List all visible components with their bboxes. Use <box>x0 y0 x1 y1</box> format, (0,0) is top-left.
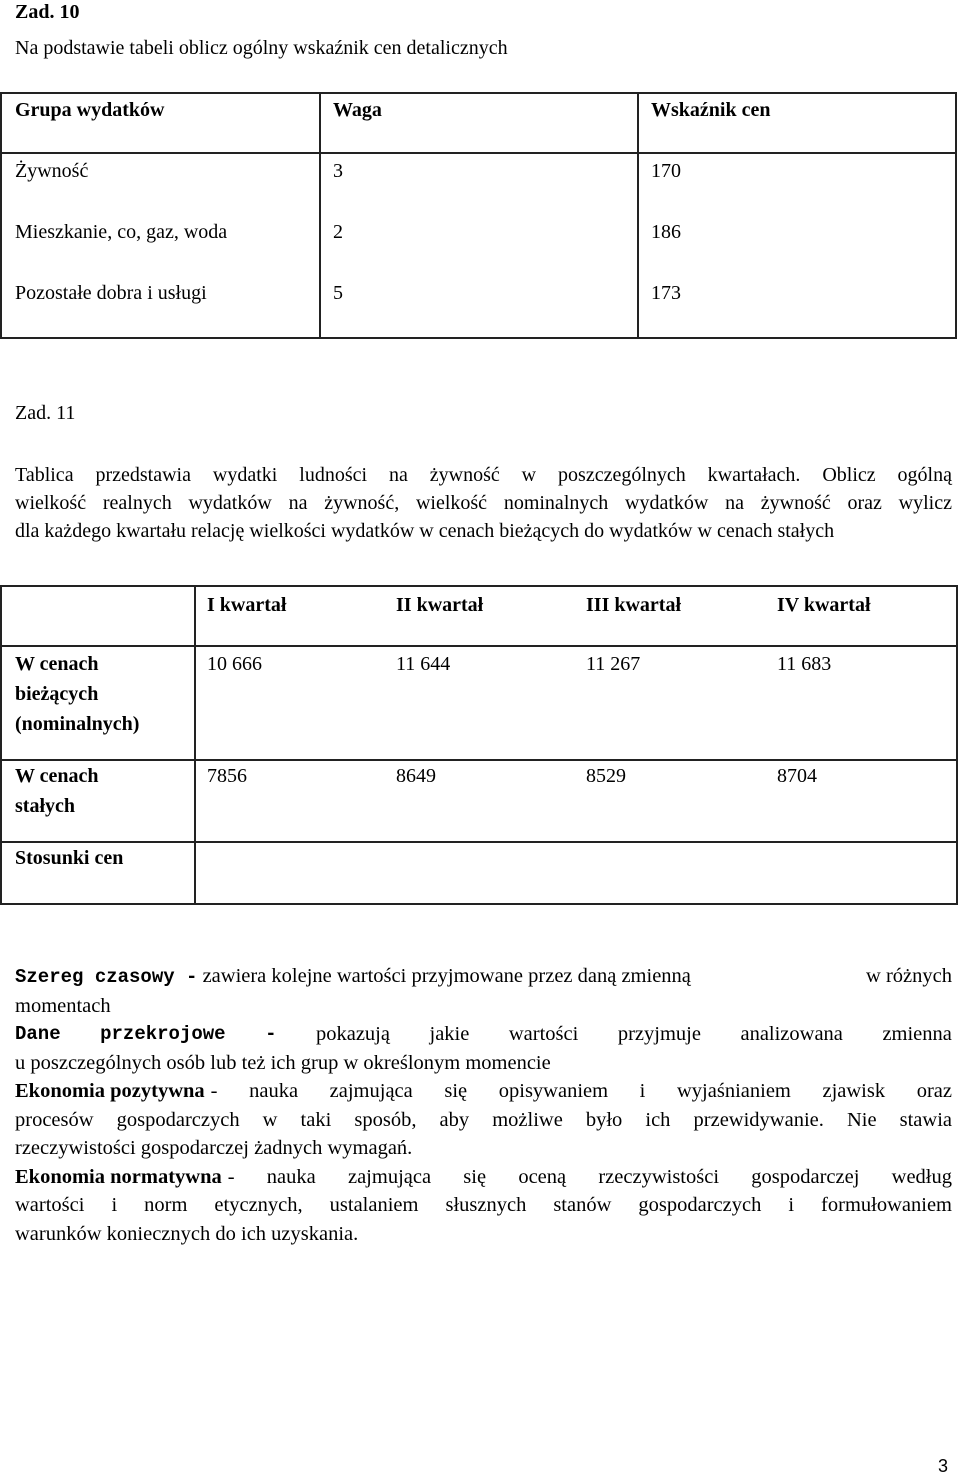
term-przekrojowe: przekrojowe <box>100 1023 226 1045</box>
row-label-real: W cenach <box>15 765 99 787</box>
nominal-value: 10 666 <box>207 653 262 675</box>
row-index: 173 <box>651 282 681 304</box>
definition-segment <box>15 962 691 992</box>
row-index: 186 <box>651 221 681 243</box>
zad10-instruction: Na podstawie tabeli oblicz ogólny wskaźnik cen detalicznych <box>15 37 508 59</box>
term-ekonomia-normatywna: Ekonomia normatywna <box>15 1165 222 1188</box>
definition-line <box>15 1077 952 1106</box>
real-value: 8649 <box>396 765 436 787</box>
term-szereg: Szereg czasowy - <box>15 966 198 988</box>
table-border <box>0 92 2 339</box>
zad11-table <box>0 585 958 907</box>
definition-text: u poszczególnych osób lub też ich grup w określonym momencie <box>15 1051 551 1074</box>
row-label: Żywność <box>15 160 89 182</box>
table-border <box>0 645 958 647</box>
definition-word: analizowana <box>740 1023 843 1045</box>
nominal-value: 11 683 <box>777 653 832 675</box>
header-q1: I kwartał <box>207 594 287 616</box>
definition-line <box>15 1020 952 1049</box>
definition-line <box>15 962 952 992</box>
row-index: 170 <box>651 160 681 182</box>
row-label: Mieszkanie, co, gaz, woda <box>15 221 228 243</box>
definition-text: - nauka zajmująca się opisywaniem i wyjaśnianiem zjawisk oraz <box>210 1080 952 1102</box>
row-label-nominal: W cenach <box>15 653 99 675</box>
definition-word: wartości <box>508 1023 579 1045</box>
definition-text: - nauka zajmująca się oceną rzeczywistości gospodarczej według <box>227 1165 952 1188</box>
row-label-nominal: (nominalnych) <box>15 713 140 735</box>
nominal-value: 11 267 <box>586 653 641 675</box>
table-border <box>194 585 196 905</box>
definitions <box>15 962 952 1248</box>
zad10-title: Zad. 10 <box>15 1 80 23</box>
table-border <box>319 92 321 339</box>
table-border <box>0 903 958 905</box>
term-dash: - <box>265 1023 277 1045</box>
definition-text: momentach <box>15 994 111 1017</box>
definition-word: jakie <box>429 1023 470 1045</box>
definition-text: warunków koniecznych do ich uzyskania. <box>15 1222 359 1245</box>
row-weight: 3 <box>333 160 343 182</box>
zad11-text-line: wielkość realnych wydatków na żywność, wielkość nominalnych wydatków na żywność oraz wylicz <box>15 492 952 514</box>
zad11-title: Zad. 11 <box>15 402 76 424</box>
zad11-text-line: Tablica przedstawia wydatki ludności na żywność w poszczególnych kwartałach. Oblicz ogólną <box>15 464 952 486</box>
real-value: 8529 <box>586 765 626 787</box>
table-border <box>0 841 958 843</box>
real-value: 8704 <box>777 765 817 787</box>
table-border <box>0 585 958 587</box>
row-label: Pozostałe dobra i usługi <box>15 282 207 304</box>
term-dane: Dane <box>15 1023 61 1045</box>
table-border <box>637 92 639 339</box>
definition-line <box>15 1163 952 1192</box>
definition-word: przyjmuje <box>617 1023 701 1045</box>
definition-text: wartości i norm etycznych, ustalaniem słusznych stanów gospodarczych i formułowaniem <box>15 1194 952 1216</box>
definition-text: zawiera kolejne wartości przyjmowane przez daną zmienną <box>202 965 691 987</box>
row-label-ratio: Stosunki cen <box>15 847 124 869</box>
definition-text: procesów gospodarczych w taki sposób, aby możliwe było ich przewidywanie. Nie stawia <box>15 1108 952 1131</box>
page-number: 3 <box>938 1456 949 1476</box>
zad11-text <box>15 461 952 545</box>
header-q4: IV kwartał <box>777 594 871 616</box>
definition-text: w różnych <box>866 965 952 987</box>
table-border <box>0 92 957 94</box>
zad11-text-line: dla każdego kwartału relację wielkości wydatków w cenach bieżących do wydatków w cenach stałych <box>15 520 835 542</box>
nominal-value: 11 644 <box>396 653 451 675</box>
table-border <box>956 585 958 905</box>
header-q2: II kwartał <box>396 594 484 616</box>
zad10-table <box>0 92 957 339</box>
header-wskaznik: Wskaźnik cen <box>651 99 771 121</box>
header-grupa: Grupa wydatków <box>15 99 165 121</box>
row-weight: 5 <box>333 282 343 304</box>
definition-word: zmienna <box>882 1023 952 1045</box>
table-border <box>955 92 957 339</box>
row-weight: 2 <box>333 221 343 243</box>
real-value: 7856 <box>207 765 247 787</box>
row-label-nominal: bieżących <box>15 683 99 705</box>
header-q3: III kwartał <box>586 594 682 616</box>
definition-word: pokazują <box>315 1023 390 1045</box>
table-border <box>0 337 957 339</box>
definition-text: rzeczywistości gospodarczej żadnych wymagań. <box>15 1137 413 1159</box>
row-label-real: stałych <box>15 795 75 817</box>
table-border <box>0 585 2 905</box>
header-waga: Waga <box>333 99 382 121</box>
term-ekonomia-pozytywna: Ekonomia pozytywna <box>15 1080 205 1102</box>
table-border <box>0 152 957 154</box>
